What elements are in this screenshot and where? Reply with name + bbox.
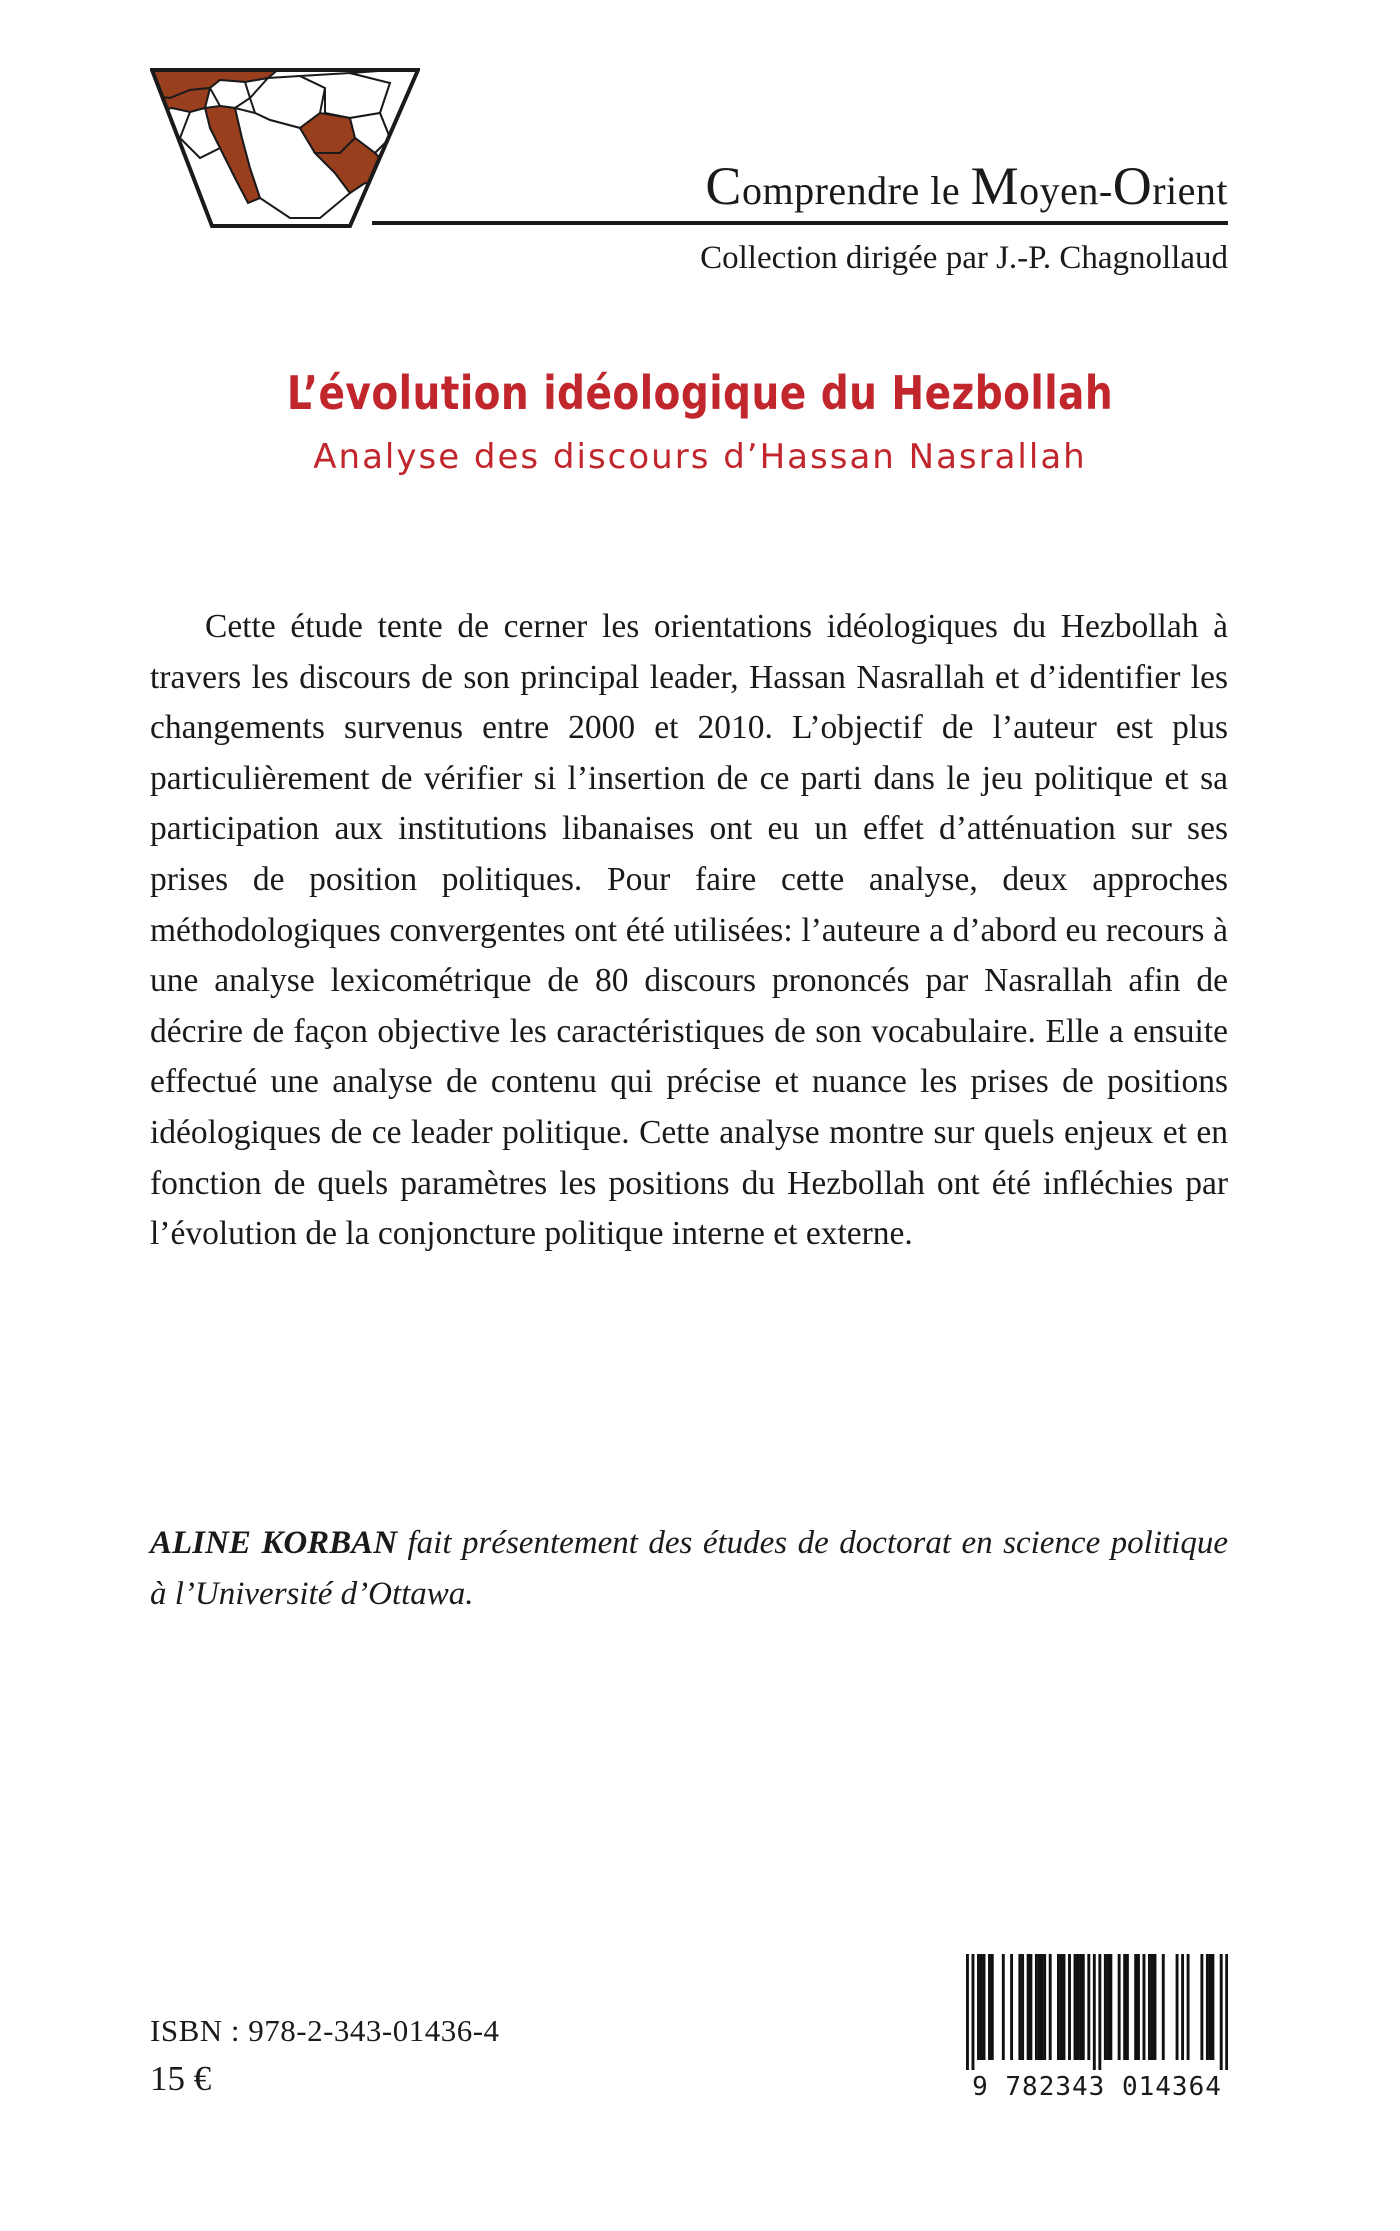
- barcode-bar: [1060, 1954, 1063, 2060]
- barcode-bar: [1002, 1954, 1005, 2060]
- barcode-bar: [1087, 1954, 1090, 2060]
- barcode-bar: [1143, 1954, 1146, 2060]
- barcode-bar: [1187, 1954, 1190, 2060]
- barcode-bar: [980, 1954, 983, 2060]
- barcode-bars: [966, 1954, 1228, 2070]
- barcode-bar: [1021, 1954, 1024, 2060]
- barcode-bar: [1148, 1954, 1151, 2060]
- author-bio: [150, 1518, 1228, 1620]
- barcode-bar: [966, 1954, 969, 2070]
- isbn: ISBN : 978-2-343-01436-4: [150, 2013, 500, 2048]
- barcode-bar: [1181, 1954, 1184, 2060]
- barcode-bar: [1098, 1954, 1101, 2070]
- book-subtitle: Analyse des discours d’Hassan Nasrallah: [313, 437, 1087, 477]
- barcode-bar: [1107, 1954, 1110, 2060]
- barcode-bar: [1118, 1954, 1121, 2060]
- price: 15 €: [150, 2059, 212, 2098]
- barcode-bar: [1082, 1954, 1085, 2060]
- series-title: Comprendre le Moyen-Orient: [705, 156, 1228, 216]
- barcode-bar: [1225, 1954, 1228, 2070]
- barcode-bar: [1123, 1954, 1126, 2060]
- barcode-bar: [977, 1954, 980, 2060]
- barcode-digits: 9 782343 014364: [972, 2072, 1222, 2102]
- barcode-bar: [1074, 1954, 1077, 2060]
- barcode-bar: [1211, 1954, 1214, 2060]
- barcode-bar: [1035, 1954, 1038, 2060]
- author-bio-text: fait présentement des études de doctorat en science politique à l’Université d’Ottawa.: [150, 1525, 1229, 1612]
- barcode-bar: [1043, 1954, 1046, 2060]
- barcode-bar: [1010, 1954, 1013, 2060]
- series-director: Collection dirigée par J.-P. Chagnollaud: [700, 240, 1228, 276]
- series-rule: [372, 221, 1228, 225]
- barcode-bar: [1137, 1954, 1140, 2060]
- barcode-bar: [1057, 1954, 1060, 2060]
- barcode-bar: [1206, 1954, 1209, 2060]
- middle-east-map-logo: [150, 68, 420, 228]
- barcode-bar: [1093, 1954, 1096, 2070]
- barcode-bar: [1027, 1954, 1030, 2060]
- barcode-bar: [1154, 1954, 1157, 2060]
- barcode-bar: [1049, 1954, 1052, 2060]
- barcode-bar: [1040, 1954, 1043, 2060]
- barcode-bar: [1018, 1954, 1021, 2060]
- barcode-bar: [1126, 1954, 1129, 2060]
- author-name: ALINE KORBAN: [150, 1525, 398, 1561]
- barcode-bar: [1076, 1954, 1079, 2060]
- barcode-bar: [1209, 1954, 1212, 2060]
- barcode-bar: [1104, 1954, 1107, 2060]
- barcode-bar: [1134, 1954, 1137, 2060]
- barcode-bar: [1151, 1954, 1154, 2060]
- barcode-bar: [1176, 1954, 1179, 2060]
- barcode-bar: [1029, 1954, 1032, 2060]
- barcode-bar: [1200, 1954, 1203, 2060]
- barcode-bar: [1038, 1954, 1041, 2060]
- barcode-bar: [1109, 1954, 1112, 2060]
- barcode-bar: [1063, 1954, 1066, 2060]
- barcode-bar: [1079, 1954, 1082, 2060]
- barcode: [966, 1954, 1228, 2102]
- barcode-bar: [972, 1954, 975, 2070]
- barcode-bar: [988, 1954, 991, 2060]
- barcode-bar: [1162, 1954, 1165, 2060]
- barcode-bar: [1068, 1954, 1071, 2060]
- barcode-bar: [991, 1954, 994, 2060]
- back-cover-blurb: Cette étude tente de cerner les orientations idéologiques du Hezbollah à travers les discours de son principal leader, Hassan Nasrallah et d’identifier les changements survenus entre 2000 et 2010. L’objectif de l’auteur est plus particulièrement de vérifier si l’insertion de ce parti dans le jeu politique et sa participation aux institutions libanaises ont eu un effet d’atténuation sur ses prises de position politiques. Pour faire cette analyse, deux approches méthodologiques convergentes ont été utilisées: l’auteure a d’abord eu recours à une analyse lexicométrique de 80 discours prononcés par Nasrallah afin de décrire de façon objective les caractéristiques de son vocabulaire. Elle a ensuite effectué une analyse de contenu qui précise et nuance les prises de positions idéologiques de ce leader politique. Cette analyse montre sur quels enjeux et en fonction de quels paramètres les positions du Hezbollah ont été infléchies par l’évolution de la conjoncture politique interne et externe.: [150, 608, 1228, 1253]
- barcode-bar: [1220, 1954, 1223, 2070]
- barcode-bar: [983, 1954, 986, 2060]
- book-title: L’évolution idéologique du Hezbollah: [286, 366, 1114, 420]
